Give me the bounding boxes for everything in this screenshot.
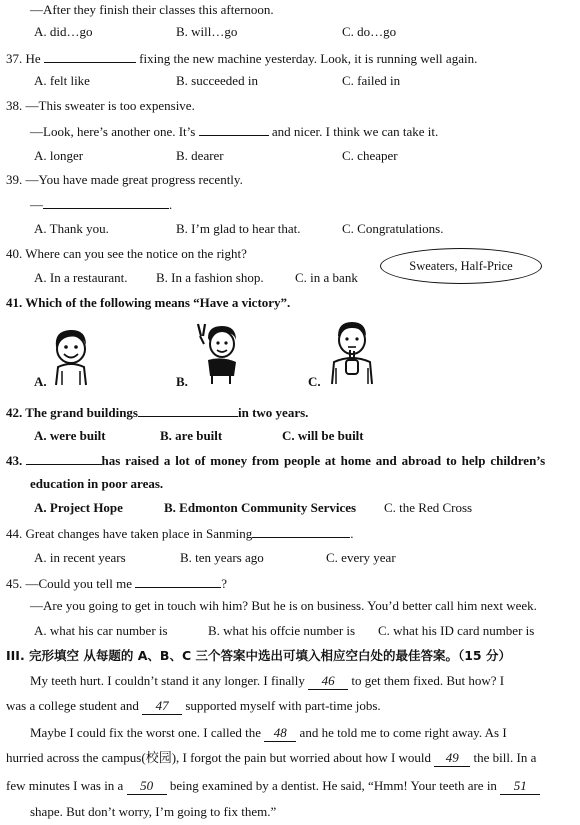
passage-text: to get them fixed. But how? I <box>351 673 505 688</box>
q41-line1: 41. Which of the following means “Have a victory”. <box>6 295 291 310</box>
section-heading: III. 完形填空 从每题的 A、B、C 三个答案中选出可填入相应空白处的最佳答案。（15 分） <box>6 648 511 663</box>
passage-text: being examined by a dentist. He said, “Hmm! Your teeth are in <box>169 778 497 793</box>
passage-text: hurried across the campus(校园), I forgot the pain but worried about how I would <box>6 750 432 765</box>
q38-line1: 38. —This sweater is too expensive. <box>6 98 195 113</box>
passage-line-4 <box>6 750 536 767</box>
q43-option-c: C. the Red Cross <box>384 500 473 515</box>
question-37 <box>6 50 477 67</box>
q42-stem-pre: 42. The grand buildings <box>6 405 138 420</box>
q38-stem-pre: —Look, here’s another one. It’s <box>30 124 196 139</box>
passage-line-1 <box>30 673 504 690</box>
q38-option-a: A. longer <box>34 148 84 163</box>
blank-49: 49 <box>434 750 470 767</box>
q42-option-c: C. will be built <box>282 428 364 443</box>
q45-stem-post: ? <box>221 576 228 591</box>
q40-option-b: B. In a fashion shop. <box>156 270 264 285</box>
q39-option-a: A. Thank you. <box>34 221 109 236</box>
blank-51: 51 <box>500 778 540 795</box>
context-line: —After they finish their classes this afternoon. <box>30 2 274 17</box>
boy-smiling-picture <box>48 325 94 387</box>
question-43 <box>6 452 574 469</box>
q38-blank <box>199 123 269 136</box>
q39-blank <box>43 196 169 209</box>
q43-number: 43. <box>6 453 23 468</box>
q43-option-a: A. Project Hope <box>34 500 123 515</box>
q38-option-b: B. dearer <box>176 148 224 163</box>
passage-text: My teeth hurt. I couldn’t stand it any longer. I finally <box>30 673 305 688</box>
q42-stem-post: in two years. <box>237 405 309 420</box>
passage-text: and he told me to come right away. As I <box>299 725 507 740</box>
passage-line-6: shape. But don’t worry, I’m going to fix them.” <box>30 804 277 819</box>
q39-option-c: C. Congratulations. <box>342 221 444 236</box>
passage-line-3 <box>30 725 507 742</box>
q45-blank <box>135 575 221 588</box>
q37-option-b: B. succeeded in <box>176 73 258 88</box>
option-a: A. did…go <box>34 24 93 39</box>
q38-option-c: C. cheaper <box>342 148 398 163</box>
q44-blank <box>252 525 350 538</box>
q37-blank <box>44 50 136 63</box>
q44-stem-pre: 44. Great changes have taken place in Sanming <box>6 526 253 541</box>
question-42 <box>6 404 308 421</box>
q38-line2 <box>30 123 438 140</box>
q41-option-a: A. <box>34 374 47 389</box>
q37-option-c: C. failed in <box>342 73 401 88</box>
q39-option-b: B. I’m glad to hear that. <box>176 221 301 236</box>
q40-option-a: A. In a restaurant. <box>34 270 128 285</box>
q41-option-b: B. <box>176 374 188 389</box>
q44-option-a: A. in recent years <box>34 550 126 565</box>
q45-stem-pre: 45. —Could you tell me <box>6 576 133 591</box>
passage-line-2 <box>6 698 381 715</box>
passage-text: few minutes I was in a <box>6 778 124 793</box>
q39-period: . <box>169 197 173 212</box>
q43-line2: education in poor areas. <box>30 476 164 491</box>
option-c: C. do…go <box>342 24 397 39</box>
q40-option-c: C. in a bank <box>295 270 358 285</box>
q42-option-b: B. are built <box>160 428 223 443</box>
question-45 <box>6 575 227 592</box>
blank-46: 46 <box>308 673 348 690</box>
q42-blank <box>138 404 238 417</box>
blank-47: 47 <box>142 698 182 715</box>
q44-stem-post: . <box>350 526 354 541</box>
passage-line-5 <box>6 778 540 795</box>
blank-48: 48 <box>264 725 296 742</box>
question-44 <box>6 525 353 542</box>
passage-text: the bill. In a <box>473 750 537 765</box>
passage-text: supported myself with part-time jobs. <box>185 698 381 713</box>
q37-option-a: A. felt like <box>34 73 90 88</box>
q40-line1: 40. Where can you see the notice on the right? <box>6 246 247 261</box>
q44-option-c: C. every year <box>326 550 396 565</box>
boy-victory-sign-picture <box>194 322 242 386</box>
q37-stem-pre: 37. He <box>6 51 41 66</box>
q37-stem-post: fixing the new machine yesterday. Look, it is running well again. <box>139 51 478 66</box>
q39-line2 <box>30 196 172 213</box>
passage-text: was a college student and <box>6 698 139 713</box>
q45-line2: —Are you going to get in touch wih him? But he is on business. You’d better call him next week. <box>30 598 537 613</box>
q44-option-b: B. ten years ago <box>180 550 264 565</box>
blank-50: 50 <box>127 778 167 795</box>
q41-option-c: C. <box>308 374 321 389</box>
q43-blank <box>26 452 102 465</box>
q45-option-a: A. what his car number is <box>34 623 168 638</box>
passage-text: Maybe I could fix the worst one. I called the <box>30 725 262 740</box>
q42-option-a: A. were built <box>34 428 106 443</box>
boy-thinking-picture <box>326 320 378 386</box>
q43-option-b: B. Edmonton Community Services <box>164 500 357 515</box>
notice-sign <box>380 248 542 284</box>
q45-option-b: B. what his offcie number is <box>208 623 356 638</box>
q39-line1: 39. —You have made great progress recently. <box>6 172 243 187</box>
option-b: B. will…go <box>176 24 238 39</box>
q43-stem: has raised a lot of money from people at home and abroad to help children’s <box>101 453 546 468</box>
notice-text: Sweaters, Half-Price <box>409 258 513 273</box>
q38-stem-post: and nicer. I think we can take it. <box>271 124 439 139</box>
q45-option-c: C. what his ID card number is <box>378 623 535 638</box>
q39-dash: — <box>30 197 43 212</box>
